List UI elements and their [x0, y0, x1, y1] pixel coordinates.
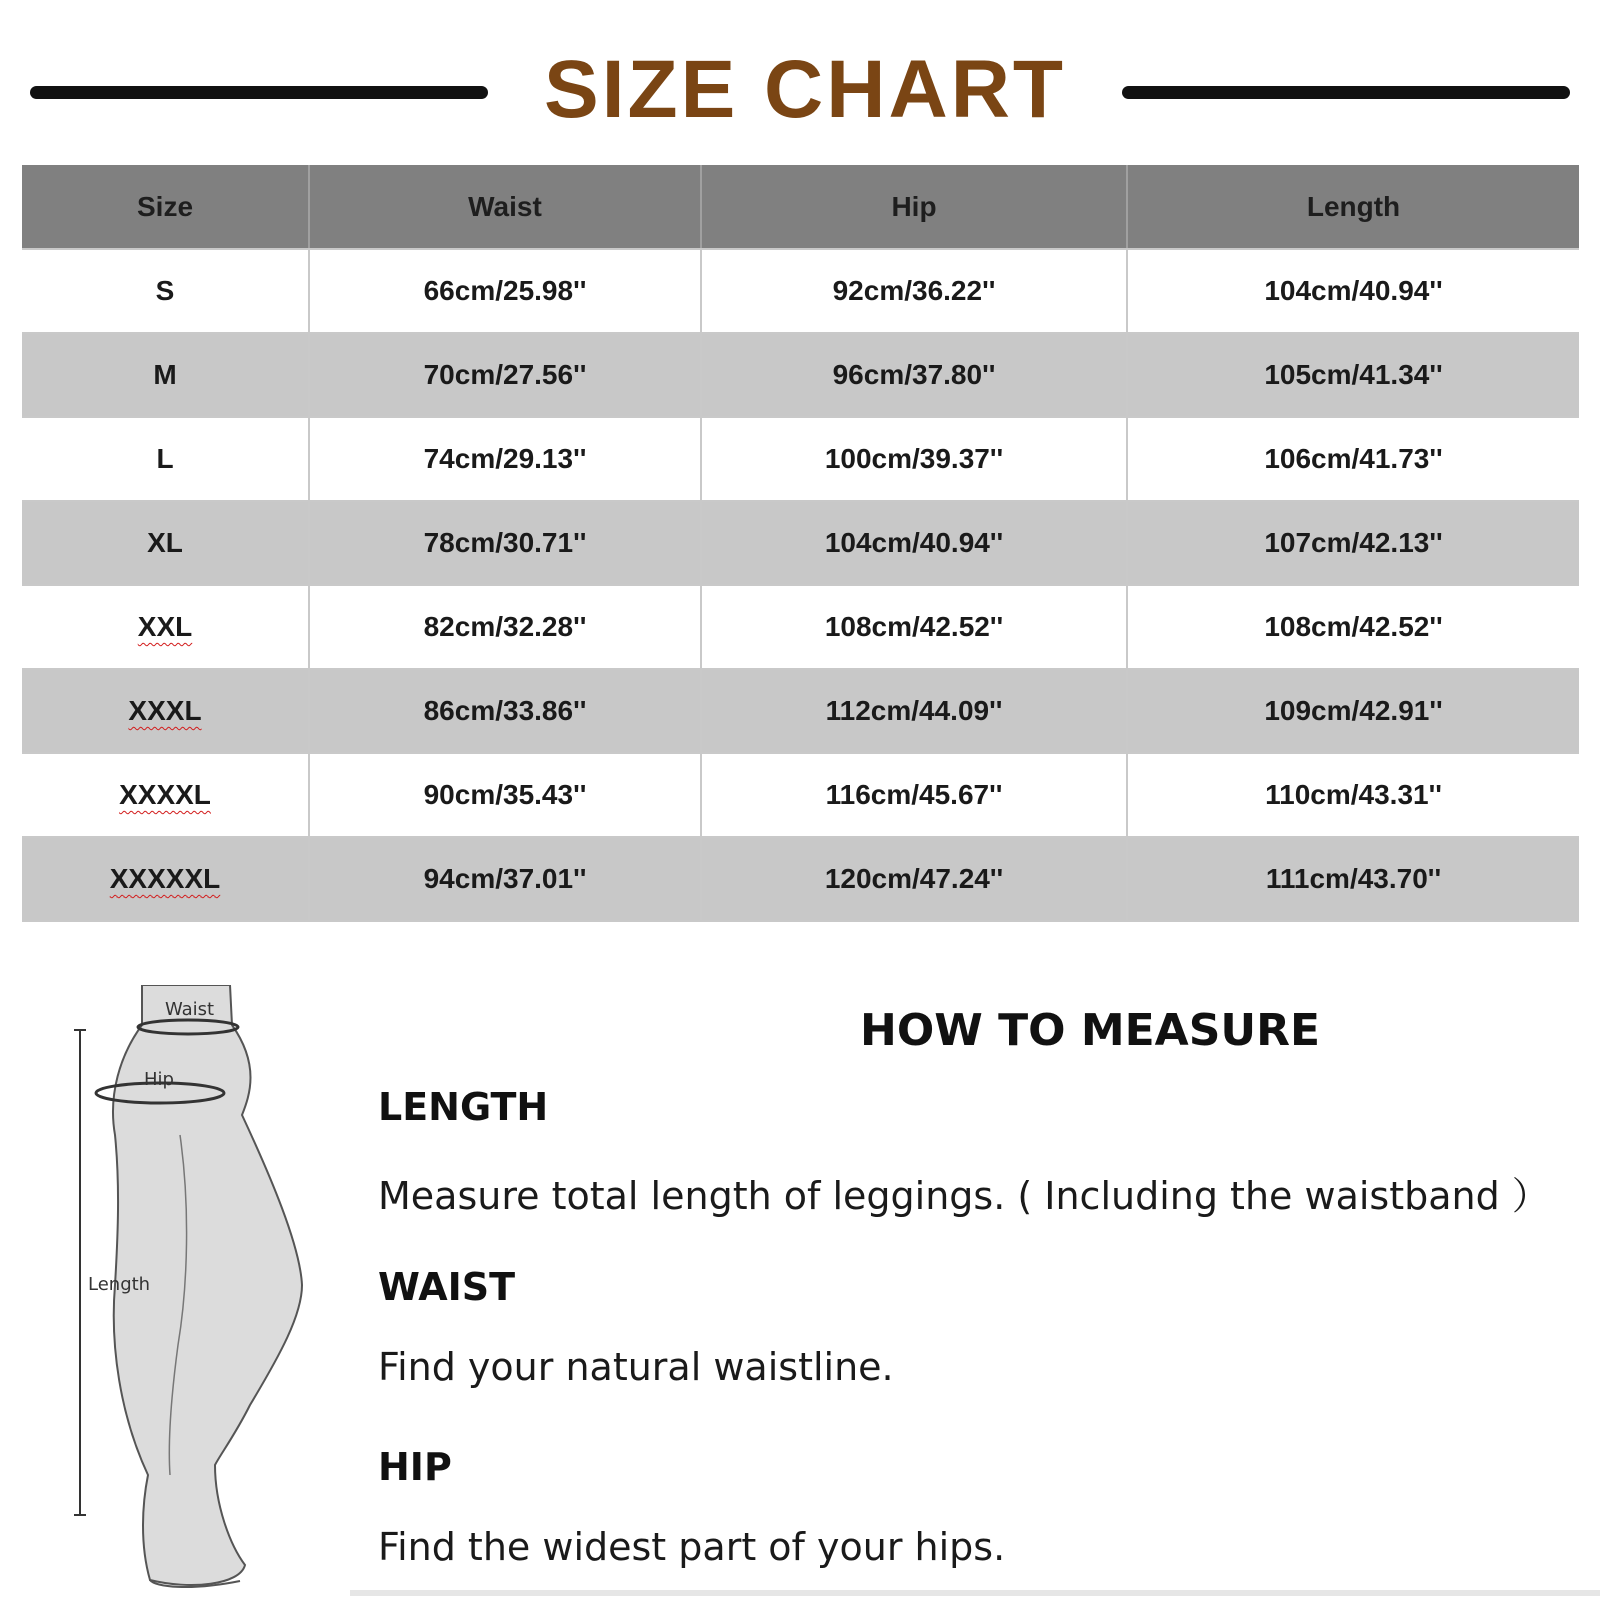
waist-cell: 94cm/37.01'' [309, 837, 701, 921]
table-header-row [22, 165, 1579, 249]
column-header-size: Size [22, 165, 309, 249]
bottom-divider [350, 1590, 1600, 1596]
hip-label: Hip [144, 1069, 174, 1090]
size-cell: XXXXXL [22, 837, 309, 921]
waist-description: Find your natural waistline. [378, 1345, 894, 1389]
hip-cell: 100cm/39.37'' [701, 417, 1127, 501]
table-row [22, 501, 1579, 585]
length-cell: 104cm/40.94'' [1127, 249, 1579, 333]
waist-cell: 78cm/30.71'' [309, 501, 701, 585]
size-cell: M [22, 333, 309, 417]
length-label: Length [88, 1274, 151, 1295]
size-cell: XXXL [22, 669, 309, 753]
table-row [22, 669, 1579, 753]
hip-cell: 92cm/36.22'' [701, 249, 1127, 333]
table-row [22, 249, 1579, 333]
title-rule-left [30, 86, 488, 99]
how-to-measure-title: HOW TO MEASURE [860, 1005, 1321, 1056]
table-row [22, 837, 1579, 921]
hip-cell: 108cm/42.52'' [701, 585, 1127, 669]
table-row [22, 753, 1579, 837]
length-cell: 106cm/41.73'' [1127, 417, 1579, 501]
waist-label: Waist [165, 999, 215, 1020]
size-cell: XXXXL [22, 753, 309, 837]
column-header-waist: Waist [309, 165, 701, 249]
hip-cell: 120cm/47.24'' [701, 837, 1127, 921]
length-description: Measure total length of leggings. ( Including the waistband ） [378, 1174, 1550, 1218]
table-row [22, 585, 1579, 669]
waist-cell: 70cm/27.56'' [309, 333, 701, 417]
title-rule-right [1122, 86, 1570, 99]
hip-cell: 116cm/45.67'' [701, 753, 1127, 837]
hip-heading: HIP [378, 1445, 452, 1489]
waist-cell: 74cm/29.13'' [309, 417, 701, 501]
length-cell: 111cm/43.70'' [1127, 837, 1579, 921]
column-header-hip: Hip [701, 165, 1127, 249]
waist-cell: 66cm/25.98'' [309, 249, 701, 333]
table-row [22, 333, 1579, 417]
size-chart-table [22, 165, 1579, 922]
hip-cell: 96cm/37.80'' [701, 333, 1127, 417]
size-cell: XL [22, 501, 309, 585]
page-title: SIZE CHART [544, 44, 1066, 135]
length-cell: 108cm/42.52'' [1127, 585, 1579, 669]
size-cell: XXL [22, 585, 309, 669]
table-row [22, 417, 1579, 501]
length-cell: 105cm/41.34'' [1127, 333, 1579, 417]
column-header-length: Length [1127, 165, 1579, 249]
length-cell: 107cm/42.13'' [1127, 501, 1579, 585]
waist-cell: 86cm/33.86'' [309, 669, 701, 753]
length-heading: LENGTH [378, 1085, 549, 1129]
size-cell: L [22, 417, 309, 501]
waist-heading: WAIST [378, 1265, 516, 1309]
waist-cell: 90cm/35.43'' [309, 753, 701, 837]
length-cell: 109cm/42.91'' [1127, 669, 1579, 753]
hip-cell: 112cm/44.09'' [701, 669, 1127, 753]
length-cell: 110cm/43.31'' [1127, 753, 1579, 837]
leggings-figure-illustration [60, 985, 340, 1600]
hip-description: Find the widest part of your hips. [378, 1525, 1006, 1569]
hip-cell: 104cm/40.94'' [701, 501, 1127, 585]
size-cell: S [22, 249, 309, 333]
waist-cell: 82cm/32.28'' [309, 585, 701, 669]
